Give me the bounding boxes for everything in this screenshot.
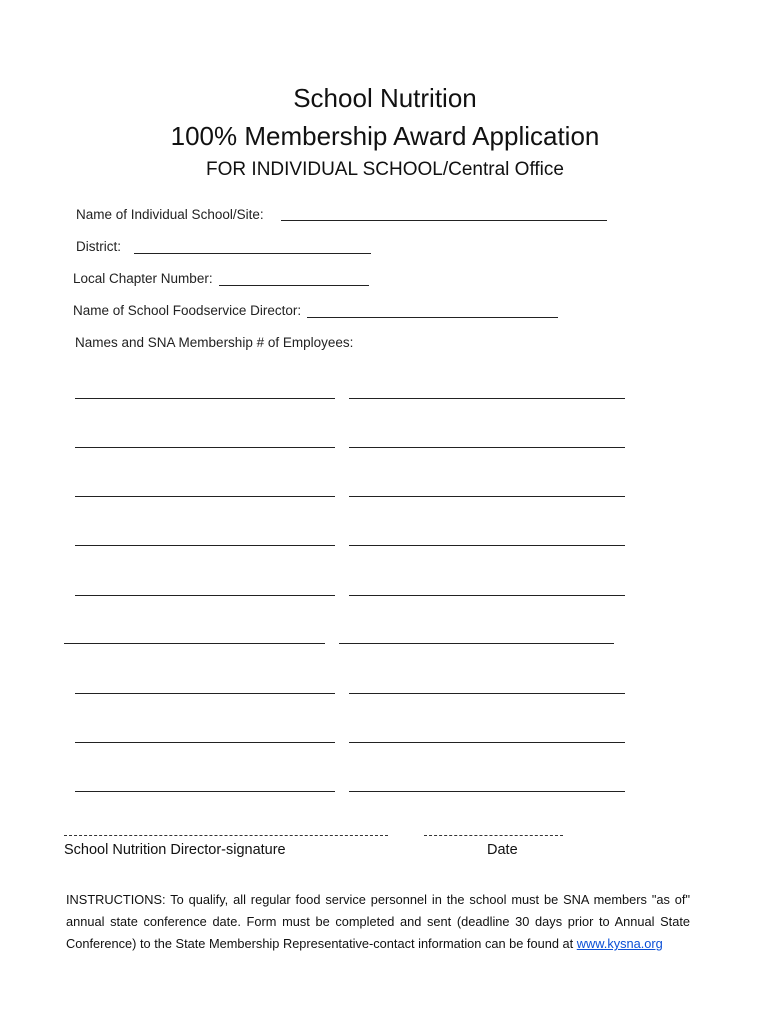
date-label: Date bbox=[487, 842, 518, 858]
signature-line[interactable] bbox=[64, 835, 388, 836]
instructions bbox=[66, 889, 690, 955]
employees-label: Names and SNA Membership # of Employees: bbox=[75, 335, 354, 350]
date-line[interactable] bbox=[424, 835, 563, 836]
employee-entry-line[interactable] bbox=[75, 791, 335, 792]
employee-entry-line[interactable] bbox=[75, 545, 335, 546]
employee-entry-line[interactable] bbox=[339, 643, 614, 644]
director-name-label: Name of School Foodservice Director: bbox=[73, 303, 302, 318]
school-site-label: Name of Individual School/Site: bbox=[76, 207, 264, 222]
form-subtitle: 100% Membership Award Application bbox=[170, 121, 600, 151]
employee-entry-line[interactable] bbox=[349, 693, 625, 694]
employee-entry-line[interactable] bbox=[75, 742, 335, 743]
chapter-number-field[interactable] bbox=[219, 285, 369, 286]
employee-entry-line[interactable] bbox=[349, 496, 625, 497]
form-title: School Nutrition bbox=[293, 83, 477, 113]
employee-entry-line[interactable] bbox=[349, 595, 625, 596]
signature-label: School Nutrition Director-signature bbox=[64, 842, 286, 858]
school-site-field[interactable] bbox=[281, 220, 607, 221]
instructions-text: INSTRUCTIONS: To qualify, all regular food service personnel in the school must be SNA members "as of" annual state conference date. Form must be completed and sent (deadline 30 days prior to Annual State Conference) to the State Membership Representative-contact information can be found at bbox=[66, 892, 690, 951]
employee-entry-line[interactable] bbox=[75, 693, 335, 694]
employee-entry-line[interactable] bbox=[349, 398, 625, 399]
form-scope: FOR INDIVIDUAL SCHOOL/Central Office bbox=[206, 159, 564, 180]
district-label: District: bbox=[76, 239, 121, 254]
employee-entry-line[interactable] bbox=[349, 545, 625, 546]
employee-entry-line[interactable] bbox=[64, 643, 325, 644]
employee-entry-line[interactable] bbox=[349, 447, 625, 448]
employee-entry-line[interactable] bbox=[349, 791, 625, 792]
employee-entry-line[interactable] bbox=[75, 398, 335, 399]
chapter-number-label: Local Chapter Number: bbox=[73, 271, 213, 286]
employee-entry-line[interactable] bbox=[75, 496, 335, 497]
employee-entry-line[interactable] bbox=[75, 595, 335, 596]
director-name-field[interactable] bbox=[307, 317, 558, 318]
employee-entry-line[interactable] bbox=[349, 742, 625, 743]
kysna-link[interactable]: www.kysna.org bbox=[576, 936, 663, 951]
employee-entry-line[interactable] bbox=[75, 447, 335, 448]
district-field[interactable] bbox=[134, 253, 371, 254]
